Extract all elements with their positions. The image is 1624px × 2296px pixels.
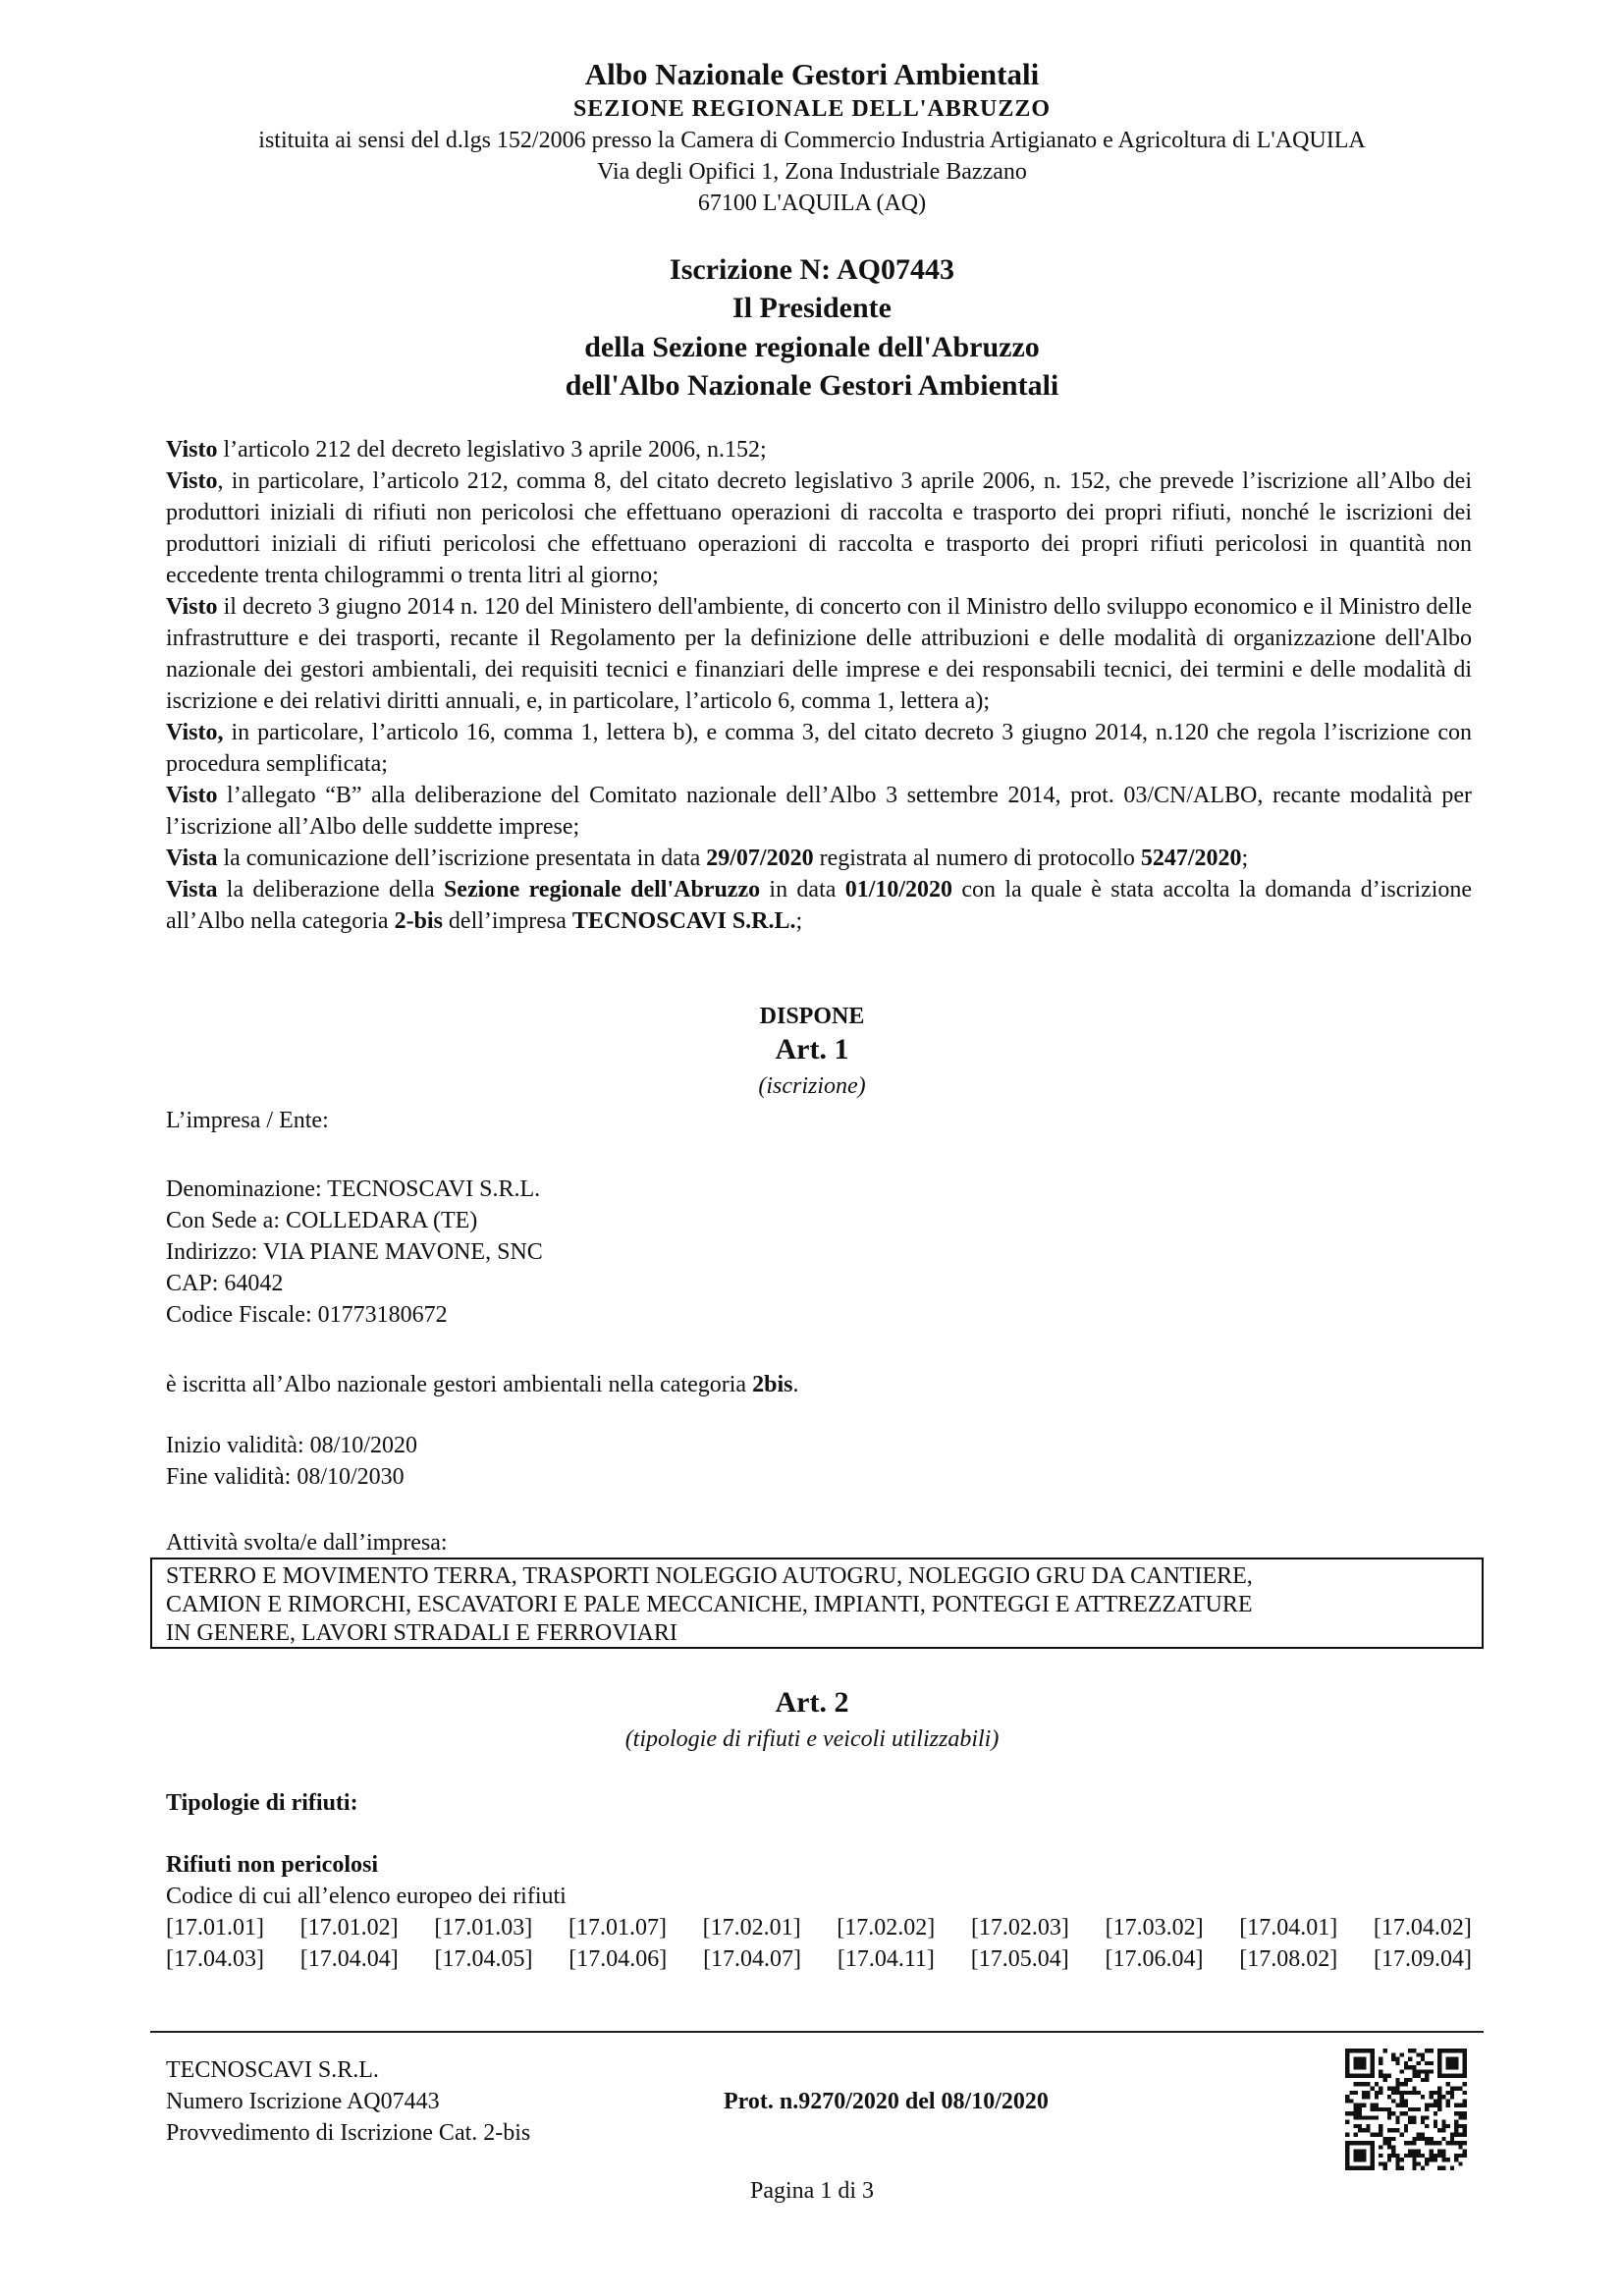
albo-heading: dell'Albo Nazionale Gestori Ambientali	[565, 369, 1059, 402]
visto-section	[166, 434, 1472, 937]
vista-text: dell’impresa	[442, 908, 572, 934]
vista-text: ;	[1241, 846, 1249, 871]
art2-title: Art. 2	[775, 1686, 849, 1719]
footer-provvedimento: Provvedimento di Iscrizione Cat. 2-bis	[166, 2120, 531, 2146]
header-line2: Via degli Opifici 1, Zona Industriale Bazzano	[597, 159, 1027, 185]
vista-keyword: Vista	[166, 846, 218, 871]
vista-keyword: Vista	[166, 877, 218, 902]
art2-subtitle: (tipologie di rifiuti e veicoli utilizzabili)	[624, 1726, 1000, 1752]
denominazione: Denominazione: TECNOSCAVI S.R.L.	[166, 1176, 541, 1202]
indirizzo: Indirizzo: VIA PIANE MAVONE, SNC	[166, 1239, 543, 1265]
iscrizione-number: Iscrizione N: AQ07443	[670, 253, 954, 286]
attivita-box	[150, 1558, 1484, 1649]
waste-code: [17.01.01]	[166, 1915, 264, 1941]
vista-paragraph	[166, 874, 1472, 937]
waste-code: [17.08.02]	[1239, 1946, 1338, 1972]
vista-text: con la quale è stata accolta la domanda d’iscrizione all’Albo nella categoria	[166, 877, 1473, 934]
iscritta-statement	[166, 1369, 798, 1400]
footer-numero: Numero Iscrizione AQ07443	[166, 2089, 440, 2114]
date-comunicazione: 29/07/2020	[706, 846, 814, 871]
waste-code: [17.02.01]	[702, 1915, 801, 1941]
vista-text: ;	[795, 908, 803, 934]
waste-code: [17.06.04]	[1105, 1946, 1204, 1972]
waste-code: [17.02.03]	[970, 1915, 1069, 1941]
inizio-validita: Inizio validità: 08/10/2020	[166, 1433, 417, 1458]
waste-code: [17.05.04]	[970, 1946, 1069, 1972]
waste-code: [17.04.07]	[703, 1946, 802, 1972]
waste-code: [17.01.07]	[568, 1915, 667, 1941]
footer-protocollo: Prot. n.9270/2020 del 08/10/2020	[724, 2089, 1049, 2114]
waste-code: [17.04.04]	[299, 1946, 399, 1972]
sezione-heading: della Sezione regionale dell'Abruzzo	[584, 331, 1040, 363]
visto-keyword: Visto,	[166, 720, 224, 745]
visto-paragraph	[166, 780, 1472, 843]
cap: CAP: 64042	[166, 1271, 284, 1296]
qr-code-icon	[1345, 2049, 1467, 2170]
attivita-line: IN GENERE, LAVORI STRADALI E FERROVIARI	[166, 1620, 677, 1646]
sezione-name: Sezione regionale dell'Abruzzo	[443, 877, 761, 902]
art1-title: Art. 1	[775, 1033, 849, 1066]
vista-text: la comunicazione dell’iscrizione presentata in data	[217, 846, 707, 871]
date-deliberazione: 01/10/2020	[844, 877, 953, 902]
vista-text: in data	[760, 877, 845, 902]
iscritta-categoria: 2bis	[752, 1372, 793, 1397]
codice-fiscale: Codice Fiscale: 01773180672	[166, 1302, 448, 1328]
waste-code: [17.01.03]	[434, 1915, 533, 1941]
iscritta-end: .	[792, 1372, 799, 1397]
visto-paragraph	[166, 434, 1472, 465]
codice-label: Codice di cui all’elenco europeo dei rifiuti	[166, 1884, 567, 1909]
visto-paragraph	[166, 465, 1472, 591]
visto-text: il decreto 3 giugno 2014 n. 120 del Ministero dell'ambiente, di concerto con il Ministro dello sviluppo economico e il Ministro delle infrastrutture e dei trasporti, recante il Regolamento per la definizione delle attribuzioni e delle modalità di organizzazione dell'Albo nazionale dei gestori ambientali, dei requisiti tecnici e finanziari delle imprese e dei responsabili tecnici, dei termini e delle modalità di iscrizione e dei relativi diritti annuali, e, in particolare, l’articolo 6, comma 1, lettera a);	[166, 594, 1472, 714]
codes-row	[166, 1912, 1472, 1943]
visto-keyword: Visto	[166, 783, 218, 808]
categoria: 2-bis	[394, 908, 443, 934]
header-section: SEZIONE REGIONALE DELL'ABRUZZO	[572, 96, 1052, 122]
attivita-line: CAMION E RIMORCHI, ESCAVATORI E PALE MECCANICHE, IMPIANTI, PONTEGGI E ATTREZZATURE	[166, 1592, 1253, 1617]
visto-text: l’allegato “B” alla deliberazione del Comitato nazionale dell’Albo 3 settembre 2014, prot. 03/CN/ALBO, recante modalità per l’iscrizione all’Albo delle suddette imprese;	[166, 783, 1472, 840]
codes-row	[166, 1943, 1472, 1975]
impresa-label: L’impresa / Ente:	[166, 1108, 329, 1133]
attivita-label: Attività svolta/e dall’impresa:	[166, 1530, 448, 1556]
waste-code: [17.04.01]	[1239, 1915, 1338, 1941]
non-pericolosi-label: Rifiuti non pericolosi	[166, 1852, 379, 1878]
waste-code: [17.04.03]	[166, 1946, 264, 1972]
visto-paragraph	[166, 591, 1472, 717]
waste-code: [17.04.06]	[568, 1946, 668, 1972]
vista-text: la deliberazione della	[217, 877, 444, 902]
page-number: Pagina 1 di 3	[750, 2178, 874, 2204]
fine-validita: Fine validità: 08/10/2030	[166, 1464, 405, 1490]
vista-paragraph	[166, 843, 1472, 874]
attivita-line: STERRO E MOVIMENTO TERRA, TRASPORTI NOLEGGIO AUTOGRU, NOLEGGIO GRU DA CANTIERE,	[166, 1563, 1253, 1589]
impresa-name: TECNOSCAVI S.R.L.	[571, 908, 796, 934]
art1-subtitle: (iscrizione)	[758, 1073, 866, 1099]
sede: Con Sede a: COLLEDARA (TE)	[166, 1208, 478, 1233]
footer-company: TECNOSCAVI S.R.L.	[166, 2057, 379, 2083]
vista-text: registrata al numero di protocollo	[813, 846, 1141, 871]
waste-code: [17.04.02]	[1373, 1915, 1472, 1941]
visto-text: in particolare, l’articolo 16, comma 1, lettera b), e comma 3, del citato decreto 3 giugno 2014, n.120 che regola l’iscrizione con procedura semplificata;	[166, 720, 1472, 777]
waste-code: [17.04.11]	[837, 1946, 935, 1972]
waste-code: [17.02.02]	[837, 1915, 936, 1941]
waste-code: [17.03.02]	[1105, 1915, 1204, 1941]
codes-list	[166, 1912, 1472, 1975]
footer-divider	[150, 2031, 1484, 2033]
header-line1: istituita ai sensi del d.lgs 152/2006 presso la Camera di Commercio Industria Artigianato e Agricoltura di L'AQUILA	[258, 128, 1366, 153]
waste-code: [17.04.05]	[434, 1946, 533, 1972]
presidente-heading: Il Presidente	[732, 292, 892, 324]
dispone-heading: DISPONE	[759, 1004, 865, 1029]
visto-text: , in particolare, l’articolo 212, comma 8, del citato decreto legislativo 3 aprile 2006, n. 152, che prevede l’iscrizione all’Albo dei produttori iniziali di rifiuti non pericolosi che effettuano operazioni di raccolta e trasporto dei propri rifiuti, nonché le iscrizioni dei produttori iniziali di rifiuti pericolosi che effettuano operazioni di raccolta e trasporto dei propri rifiuti pericolosi in quantità non eccedente trenta chilogrammi o trenta litri al giorno;	[166, 468, 1472, 588]
protocollo-number: 5247/2020	[1140, 846, 1242, 871]
tipologie-label: Tipologie di rifiuti:	[166, 1790, 358, 1816]
visto-keyword: Visto	[166, 468, 218, 494]
visto-text: l’articolo 212 del decreto legislativo 3 aprile 2006, n.152;	[217, 437, 767, 463]
iscritta-text: è iscritta all’Albo nazionale gestori ambientali nella categoria	[166, 1372, 753, 1397]
header-line3: 67100 L'AQUILA (AQ)	[697, 191, 927, 216]
visto-paragraph	[166, 717, 1472, 780]
visto-keyword: Visto	[166, 437, 218, 463]
waste-code: [17.09.04]	[1374, 1946, 1472, 1972]
header-title: Albo Nazionale Gestori Ambientali	[584, 57, 1040, 91]
waste-code: [17.01.02]	[299, 1915, 399, 1941]
visto-keyword: Visto	[166, 594, 218, 620]
